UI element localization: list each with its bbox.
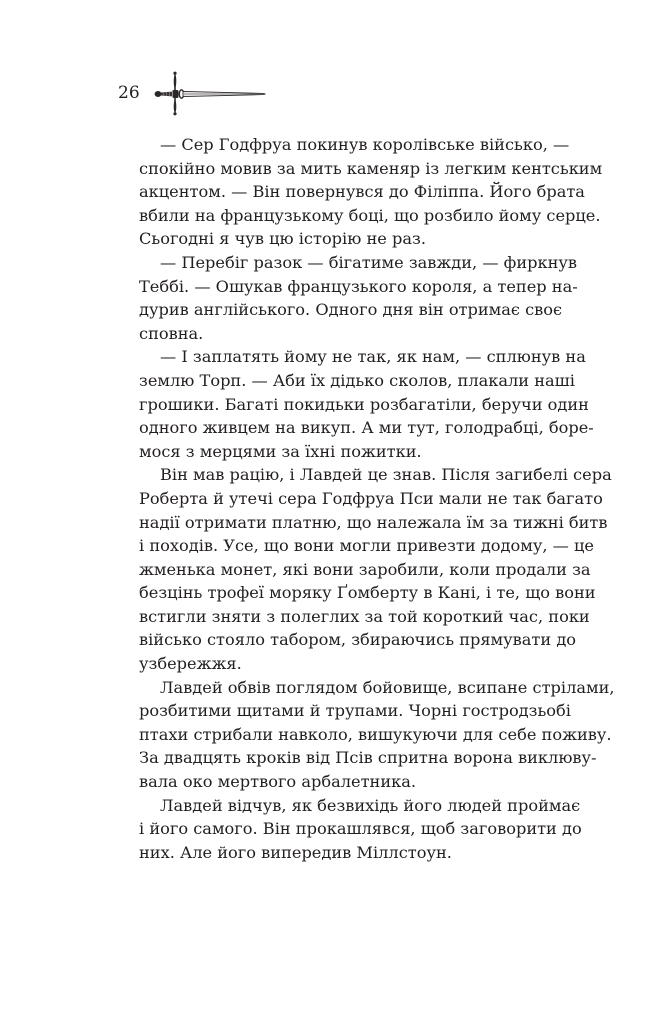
paragraph [118, 794, 582, 865]
paragraph [118, 345, 594, 463]
paragraph [118, 251, 578, 345]
text-line: дурив англійського. Одного дня він отримає своє [139, 300, 563, 320]
text-line: Лавдей відчув, як безвихідь його людей проймає [160, 795, 581, 815]
text-line: і його самого. Він прокашлявся, щоб заговорити до [139, 819, 582, 839]
text-line: сповна. [139, 323, 204, 343]
paragraph [118, 463, 612, 675]
text-line: безцінь трофеї моряку Ґомберту в Кані, і те, що вони [139, 583, 596, 603]
text-line: вала око мертвого арбалетника. [139, 772, 417, 792]
text-line: встигли зняти з полеглих за той короткий час, поки [139, 606, 590, 626]
text-line: Роберта й утечі сера Годфруа Пси мали не так багато [139, 488, 603, 508]
text-line: землю Торп. — Аби їх дідько сколов, плакали наші [139, 370, 575, 390]
text-line: спокійно мовив за мить каменяр із легким кентським [139, 158, 603, 178]
text-line: узбережжя. [139, 654, 242, 674]
text-line: За двадцять кроків від Псів спритна ворона виклюву- [139, 748, 597, 768]
text-line: одного живцем на викуп. А ми тут, голодрабці, боре- [139, 418, 594, 438]
text-line: жменька монет, які вони заробили, коли продали за [139, 559, 591, 579]
text-line: грошики. Багаті покидьки розбагатіли, беручи один [139, 394, 589, 414]
page-header [118, 70, 278, 116]
text-line: Сьогодні я чув цю історію не раз. [139, 229, 426, 249]
paragraph [118, 676, 615, 794]
text-line: — І заплатять йому не так, як нам, — сплюнув на [160, 347, 586, 367]
text-line: мося з мерцями за їхні пожитки. [139, 441, 422, 461]
paragraph [118, 133, 603, 251]
text-line: надії отримати платню, що належала їм за тижні битв [139, 512, 608, 532]
text-line: акцентом. — Він повернувся до Філіппа. Його брата [139, 182, 585, 202]
text-line: військо стояло табором, збираючись прямувати до [139, 630, 577, 650]
page-number: 26 [118, 83, 140, 103]
sword-icon [154, 70, 266, 116]
main-text [118, 133, 615, 864]
text-line: Він мав рацію, і Лавдей це знав. Після загибелі сера [160, 465, 612, 485]
text-line: і походів. Усе, що вони могли привезти додому, — це [139, 536, 594, 556]
text-line: них. Але його випередив Міллстоун. [139, 842, 452, 862]
text-line: — Перебіг разок — бігатиме завжди, — фиркнув [160, 252, 578, 272]
text-line: — Сер Годфруа покинув королівське військо, — [160, 135, 570, 154]
text-line: вбили на французькому боці, що розбило йому серце. [139, 205, 601, 225]
text-line: розбитими щитами й трупами. Чорні гостродзьобі [139, 701, 571, 721]
text-line: Теббі. — Ошукав французького короля, а тепер на- [139, 276, 578, 296]
text-line: Лавдей обвів поглядом бойовище, всипане стрілами, [160, 677, 615, 697]
text-line: птахи стрибали навколо, вишукуючи для себе поживу. [139, 724, 612, 744]
